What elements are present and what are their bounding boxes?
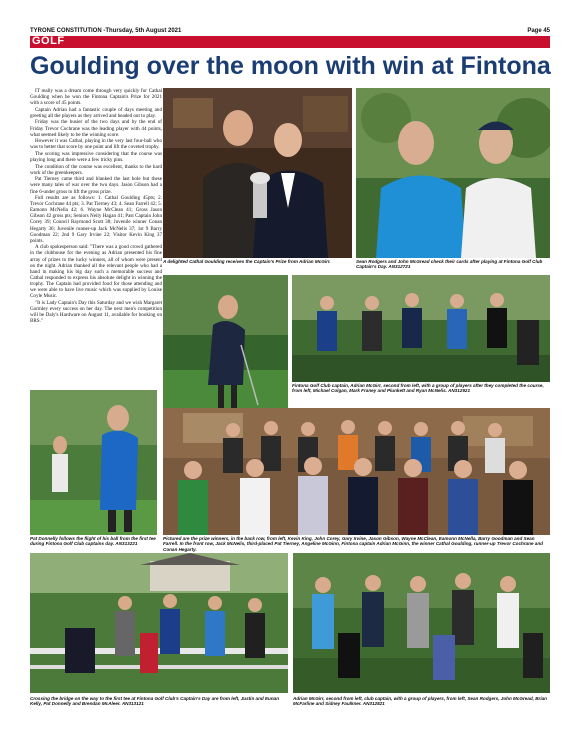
photo-caption: Crossing the bridge on the way to the first tee at Fintona Golf Club's Captain's Day are from left, Justin and Eunan Kelly, Pat Donnelly and Brendan McAleer. AN313121 [30, 696, 280, 707]
photo-trophy-presentation [163, 88, 352, 258]
article-body [30, 88, 162, 418]
masthead-date: TYRONE CONSTITUTION -Thursday, 5th August 2021 [30, 28, 182, 34]
article-paragraph: IT really was a dream come through very quickly for Cathal Goulding when he won the Fintona Captain's Prize for 2021 with a score of 45 points. [30, 88, 162, 107]
article-paragraph: Friday was the busier of the two days and by the end of Friday Trevor Cochrane was the leading player with 44 points, what seemed likely to be the winning score. [30, 119, 162, 138]
photo-caption: Adrian McGirr, second from left, club captain, with a group of players, from left, Sean Rodgers, John McGread, Brian McFarline and Sidney Faulkner. AN312821 [293, 696, 547, 707]
photo-checking-cards [356, 88, 550, 258]
page-number: Page 45 [527, 28, 550, 34]
photo-caption: Pat Donnelly follows the flight of his ball from the first tee during Fintona Golf Club captains day. AN313221 [30, 536, 156, 547]
article-paragraph: Captain Adrian had a fantastic couple of days meeting and greeting all the players as they arrived and headed out to play. [30, 106, 162, 119]
article-paragraph: "It is Lady Captain's Day this Saturday and we wish Margaret Gormley every success on her day. The next men's competition will be Daly's Hardware on August 11, available for booking on BRS." [30, 299, 162, 324]
photo-caption: Sean Rodgers and John McGread check their cards after playing at Fintona Golf Club Captain's Day. AN312721 [356, 259, 543, 270]
photo-group-with-captain [292, 275, 550, 382]
article-paragraph: The condition of the course was excellent, thanks to the hard work of the greenkeepers. [30, 163, 162, 176]
photo-captain-with-players [293, 553, 550, 693]
photo-caption: Pictured are the prize winners, in the back row, from left, Kevin King, John Corey, Gary Irvine, Jason Gibson, Wayne McClean, Eamonn McNella, Barry Goodman and Sean Farrell. In the front row, Jack McNelis, third-placed Pat Tierney, Angeline McGinn, Fintona captain Adrian McGinn, the winner Cathal Goulding, runner-up Trevor Cochrane and Conan Hegarty. [163, 536, 543, 552]
headline: Goulding over the moon with win at Fintona [30, 52, 551, 80]
section-bar [30, 36, 550, 48]
photo-caption: Fintona Golf Club captain, Adrian McGirr, second from left, with a group of players after they completed the course, from left, Michael Colgan, Mark Franey and Plunkett and Ryan McNelis. AN312921 [292, 383, 544, 394]
photo-caption: A delighted Cathal Goulding receives the Captain's Prize from Adrian McGirr. [163, 259, 331, 264]
photo-first-tee [30, 390, 157, 535]
article-paragraph: A club spokesperson said: "There was a good crowd gathered in the clubhouse for the evening as Adrian presented his fine array of prizes to the lucky winners, all of whom were present on the night. Adrian thanked all the relevant people who had a hand in making his big day such a memorable success and Cathal responded to express his absolute delight in winning the trophy. The Captain had provided food for those attending and we were able to have live music which was supplied by Louise Coyle Music. [30, 244, 162, 300]
article-paragraph: Full results are as follows: 1. Cathal Goulding 45pts; 2. Trevor Cochrane 44 pts; 3. Pat Tierney 43; 4. Sean Farrell 42; 5. Eamonn McNella 42; 6. Wayne McClean 41; Gross Jason Gibson 42 gross pts; Seniors Neily Hagan 41; Past Captain John Corey 39; Council Raymond Scott 38; Juvenile winner Conan Hegarty 36; Juvenile runner-up Jack McNelis 37; 1st 9 Barry Goodman 22; 2nd 9 Gary Irvine 22; Visitor Kevin King 37 points. [30, 195, 162, 244]
photo-crossing-bridge [30, 553, 288, 693]
section-label: GOLF [32, 35, 65, 47]
article-paragraph: The scoring was impressive considering that the course was playing long and there were a few tricky pins. [30, 150, 162, 164]
photo-putting-practice [163, 275, 288, 416]
article-paragraph: However it was Cathal, playing in the very last four-ball who was to better that score by one point and lift the coveted trophy. [30, 138, 162, 151]
article-paragraph: Pat Tierney came third and blanked the last hole but these were many tales of war over the two days. Jason Gibson had a fine 6-under gross to lift the gross prize. [30, 176, 162, 195]
photo-prize-winners [163, 408, 550, 535]
